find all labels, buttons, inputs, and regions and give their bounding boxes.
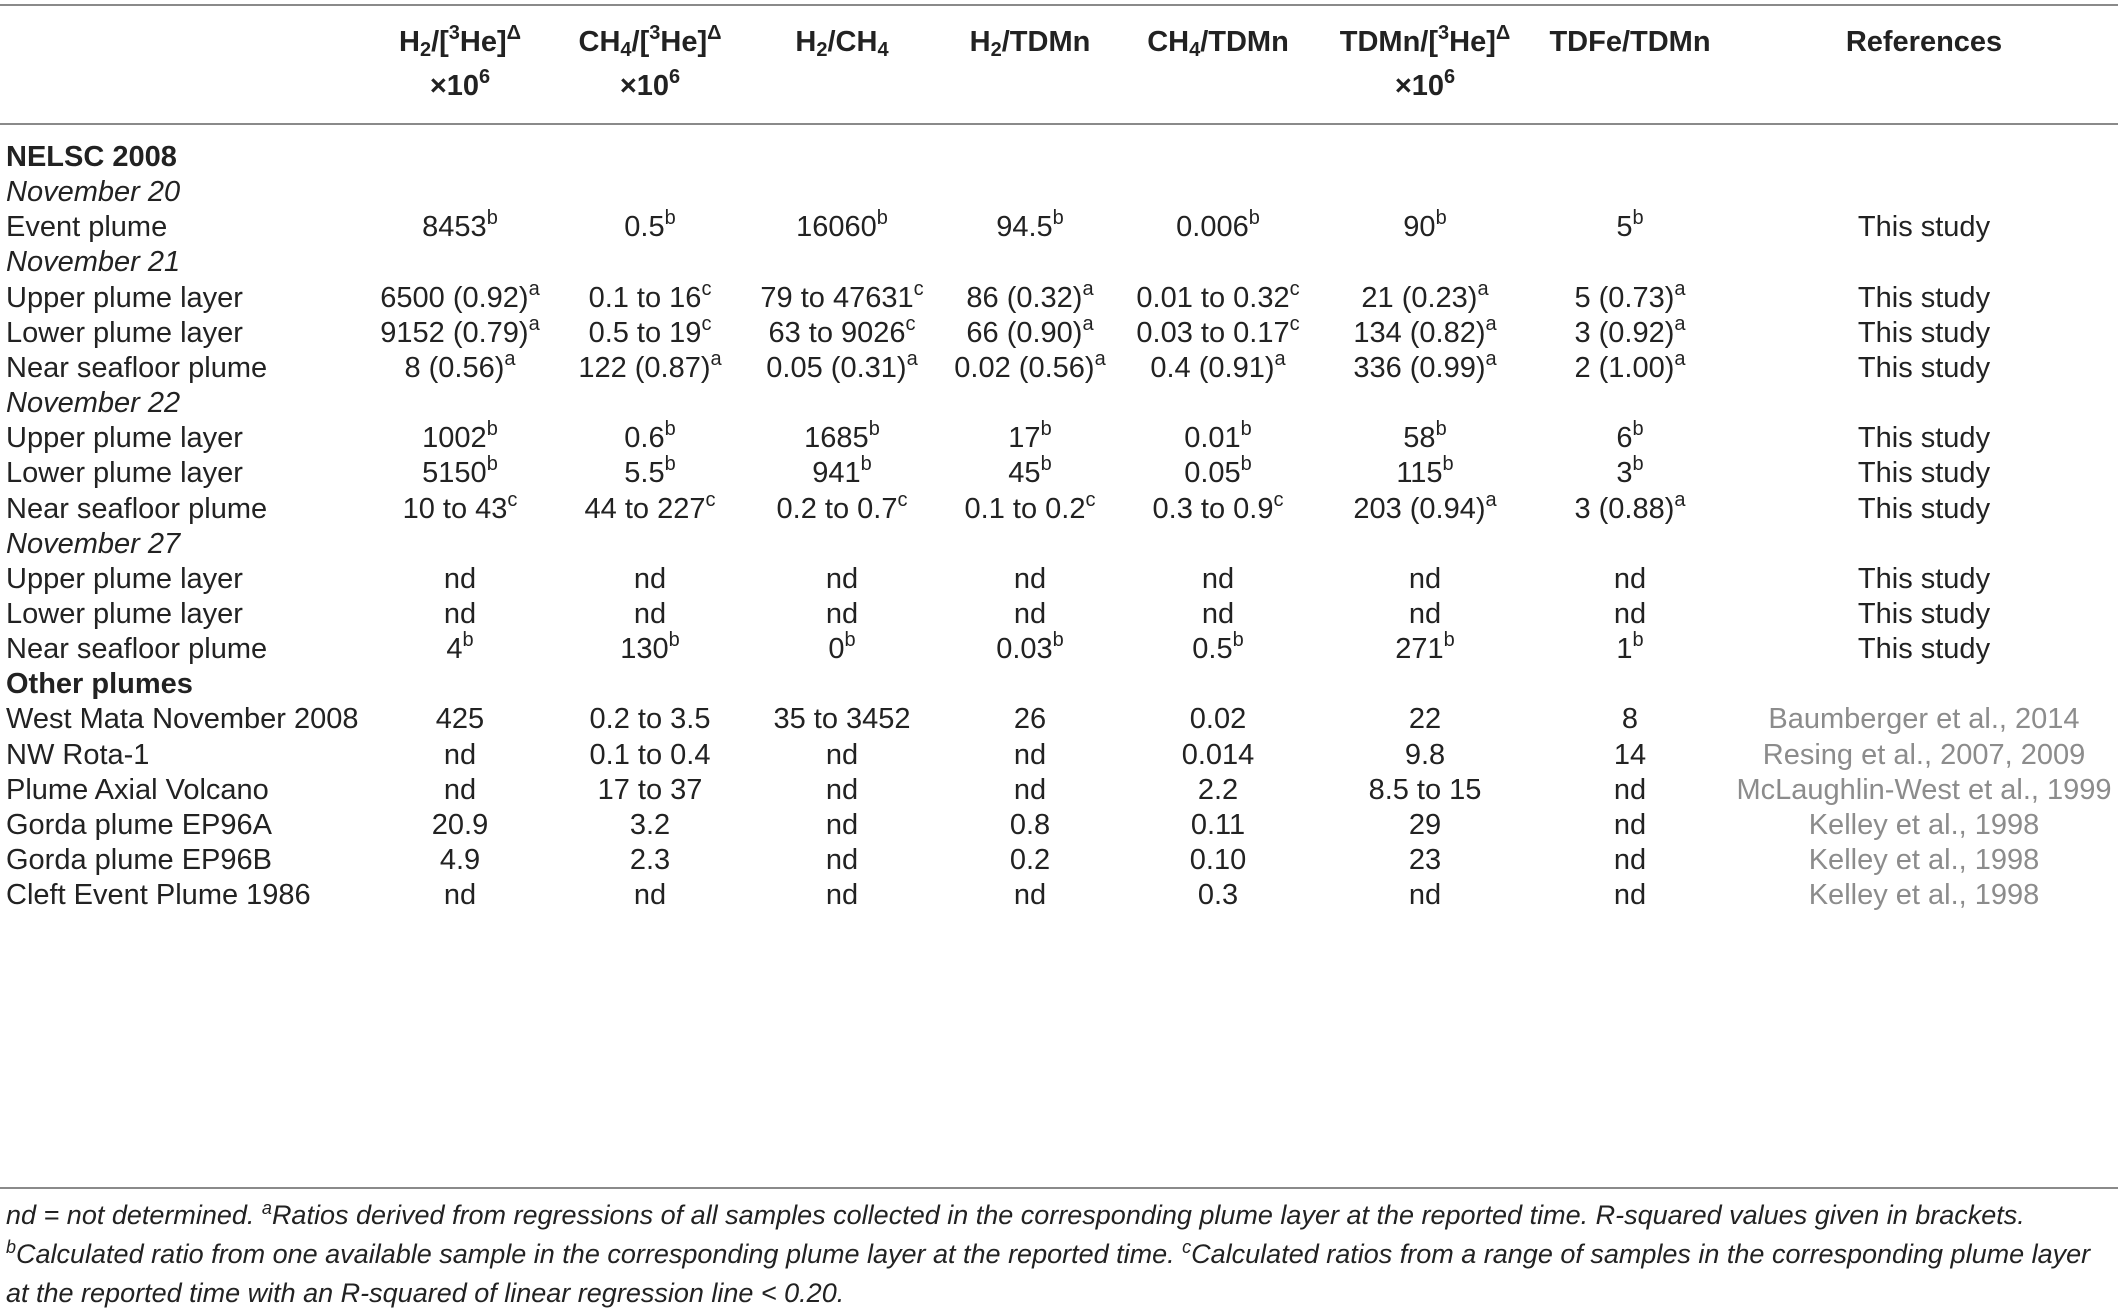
table-cell-tdmn_he: 21 $(0.23)^a$ [1361, 278, 1489, 314]
table-cell-h2_ch4: 35 to 3452 [773, 703, 911, 735]
reference-link[interactable]: McLaughlin-West et al., 1999 [1736, 774, 2112, 806]
table-cell-h2_ch4: nd [825, 774, 859, 806]
table-cell-h2_tdmn: 86 $(0.32)^a$ [966, 278, 1094, 314]
reference-text: This study [1857, 317, 1991, 349]
column-header-ch4_he: $CH_4/[^3He]^\Delta$ $\times 10^6$ [578, 22, 722, 102]
row-label: Near seafloor plume [6, 493, 268, 525]
table-cell-ch4_he: 0.1 to 16$^c$ [588, 278, 712, 314]
table-cell-h2_he: 1002$^b$ [422, 418, 498, 454]
column-header-h2_tdmn: $H_2$/TDMn [969, 26, 1091, 61]
table-cell-h2_ch4: nd [825, 809, 859, 841]
reference-link[interactable]: Kelley et al., 1998 [1808, 879, 2040, 911]
table-cell-tdfe_tdmn: 14 [1613, 739, 1647, 771]
table-cell-ch4_tdmn: 0.3 to 0.9$^c$ [1152, 489, 1284, 525]
table-cell-tdfe_tdmn: 6$^b$ [1616, 418, 1644, 454]
table-cell-ch4_he: 0.1 to 0.4 [589, 739, 711, 771]
table-cell-tdfe_tdmn: 2 $(1.00)^a$ [1574, 348, 1686, 384]
table-cell-ch4_tdmn: 0.5$^b$ [1192, 629, 1244, 665]
column-header-ch4_tdmn: $CH_4$/TDMn [1147, 26, 1289, 61]
table-cell-h2_ch4: 941$^b$ [812, 453, 872, 489]
date-subheading: November 20 [6, 176, 181, 208]
table-cell-ch4_he: 2.3 [629, 844, 671, 876]
table-cell-h2_ch4: 63 to 9026$^c$ [768, 313, 916, 349]
table-cell-tdfe_tdmn: 1$^b$ [1616, 629, 1644, 665]
header-rule [0, 123, 2118, 125]
reference-text: This study [1857, 598, 1991, 630]
table-cell-h2_he: 4$^b$ [446, 629, 474, 665]
table-cell-ch4_he: 5.5$^b$ [624, 453, 676, 489]
table-cell-tdmn_he: 9.8 [1404, 739, 1446, 771]
table-cell-h2_ch4: 16060$^b$ [796, 207, 888, 243]
date-subheading: November 22 [6, 387, 181, 419]
table-cell-h2_tdmn: nd [1013, 739, 1047, 771]
reference-link[interactable]: Baumberger et al., 2014 [1768, 703, 2080, 735]
table-cell-tdmn_he: 58$^b$ [1403, 418, 1447, 454]
column-header-refs: References [1845, 26, 2003, 58]
reference-text: This study [1857, 352, 1991, 384]
table-bottom-rule [0, 1187, 2118, 1189]
row-label: Gorda plume EP96A [6, 809, 272, 841]
table-cell-tdmn_he: 8.5 to 15 [1368, 774, 1482, 806]
table-cell-h2_he: 8453$^b$ [422, 207, 498, 243]
table-cell-ch4_he: 3.2 [629, 809, 671, 841]
table-cell-h2_ch4: 0.2 to 0.7$^c$ [776, 489, 908, 525]
table-cell-ch4_he: 0.6$^b$ [624, 418, 676, 454]
table-cell-ch4_he: 122 $(0.87)^a$ [578, 348, 722, 384]
table-cell-h2_ch4: nd [825, 563, 859, 595]
row-label: Upper plume layer [6, 563, 243, 595]
date-subheading: November 21 [6, 246, 181, 278]
reference-link[interactable]: Kelley et al., 1998 [1808, 844, 2040, 876]
table-cell-ch4_tdmn: 0.01$^b$ [1184, 418, 1252, 454]
table-row [0, 872, 2118, 919]
table-cell-tdfe_tdmn: 3$^b$ [1616, 453, 1644, 489]
table-cell-tdmn_he: 29 [1408, 809, 1442, 841]
reference-text: This study [1857, 457, 1991, 489]
table-cell-ch4_tdmn: 0.05$^b$ [1184, 453, 1252, 489]
table-cell-h2_he: 5150$^b$ [422, 453, 498, 489]
row-label: Cleft Event Plume 1986 [6, 879, 311, 911]
table-cell-tdmn_he: nd [1408, 879, 1442, 911]
row-label: Upper plume layer [6, 422, 243, 454]
column-header-h2_ch4: $H_2/CH_4$ [795, 26, 889, 61]
row-label: NW Rota-1 [6, 739, 150, 771]
reference-text: This study [1857, 422, 1991, 454]
table-cell-h2_he: 20.9 [431, 809, 489, 841]
table-cell-h2_ch4: 79 to 47631$^c$ [760, 278, 924, 314]
table-cell-h2_he: nd [443, 879, 477, 911]
reference-text: This study [1857, 211, 1991, 243]
table-cell-tdmn_he: nd [1408, 563, 1442, 595]
table-cell-h2_tdmn: nd [1013, 598, 1047, 630]
table-cell-ch4_tdmn: 0.006$^b$ [1176, 207, 1260, 243]
table-cell-ch4_tdmn: 0.01 to 0.32$^c$ [1136, 278, 1300, 314]
table-cell-ch4_tdmn: 0.3 [1197, 879, 1239, 911]
row-label: Upper plume layer [6, 282, 243, 314]
table-cell-h2_tdmn: nd [1013, 563, 1047, 595]
table-cell-h2_he: nd [443, 598, 477, 630]
table-cell-ch4_he: nd [633, 563, 667, 595]
reference-text: This study [1857, 282, 1991, 314]
row-label: Plume Axial Volcano [6, 774, 269, 806]
table-cell-ch4_tdmn: 2.2 [1197, 774, 1239, 806]
table-cell-h2_he: 10 to 43$^c$ [402, 489, 518, 525]
table-cell-h2_he: nd [443, 563, 477, 595]
table-cell-tdfe_tdmn: nd [1613, 809, 1647, 841]
table-cell-tdmn_he: nd [1408, 598, 1442, 630]
table-cell-ch4_tdmn: 0.11 [1190, 809, 1246, 841]
section-heading: NELSC 2008 [6, 141, 177, 173]
table-cell-ch4_he: nd [633, 598, 667, 630]
table-cell-ch4_tdmn: nd [1201, 598, 1235, 630]
table-cell-tdmn_he: 115$^b$ [1396, 453, 1454, 489]
table-cell-h2_ch4: 1685$^b$ [804, 418, 880, 454]
table-cell-tdfe_tdmn: 3 $(0.92)^a$ [1574, 313, 1686, 349]
table-cell-tdmn_he: 134 $(0.82)^a$ [1353, 313, 1497, 349]
table-cell-h2_he: 9152 $(0.79)^a$ [380, 313, 540, 349]
column-header-tdfe_tdmn: TDFe/TDMn [1549, 26, 1711, 58]
table-cell-tdfe_tdmn: nd [1613, 563, 1647, 595]
row-label: Lower plume layer [6, 317, 243, 349]
column-header-h2_he: $H_2/[^3He]^\Delta$ $\times 10^6$ [398, 22, 522, 102]
table-cell-h2_tdmn: nd [1013, 879, 1047, 911]
table-cell-tdmn_he: 90$^b$ [1403, 207, 1447, 243]
table-cell-h2_he: nd [443, 739, 477, 771]
table-cell-tdfe_tdmn: nd [1613, 879, 1647, 911]
table-cell-ch4_he: 0.2 to 3.5 [589, 703, 711, 735]
table-cell-ch4_tdmn: 0.4 $(0.91)^a$ [1150, 348, 1286, 384]
table-cell-h2_he: 4.9 [439, 844, 481, 876]
table-cell-tdfe_tdmn: 3 $(0.88)^a$ [1574, 489, 1686, 525]
table-cell-ch4_tdmn: 0.014 [1181, 739, 1255, 771]
reference-text: This study [1857, 493, 1991, 525]
table-cell-h2_ch4: nd [825, 844, 859, 876]
table-cell-h2_tdmn: 66 $(0.90)^a$ [966, 313, 1094, 349]
row-label: Near seafloor plume [6, 352, 268, 384]
table-cell-ch4_tdmn: 0.10 [1189, 844, 1247, 876]
table-footnote: nd = not determined. $^a$Ratios derived from regressions of all samples collected in the corresponding plume layer at the reported time. R-squared values given in brackets. $^b$Calculated ratio from one available sample in the corresponding plume layer at the reported time. $^c$Calculated ratios from a range of samples in the corresponding plume layer at the reported time with an R-squared of linear regression line < 0.20. [6, 1198, 2091, 1308]
table-cell-h2_tdmn: 45$^b$ [1008, 453, 1052, 489]
table-cell-h2_he: 8 $(0.56)^a$ [404, 348, 516, 384]
table-cell-h2_ch4: 0.05 $(0.31)^a$ [766, 348, 918, 384]
table-cell-ch4_he: nd [633, 879, 667, 911]
table-cell-h2_ch4: 0$^b$ [828, 629, 856, 665]
table-cell-tdfe_tdmn: nd [1613, 844, 1647, 876]
row-label: Lower plume layer [6, 457, 243, 489]
table-cell-tdfe_tdmn: nd [1613, 774, 1647, 806]
table-cell-h2_tdmn: 0.03$^b$ [996, 629, 1064, 665]
table-cell-h2_ch4: nd [825, 879, 859, 911]
table-cell-ch4_tdmn: 0.02 [1189, 703, 1247, 735]
table-cell-tdmn_he: 22 [1408, 703, 1442, 735]
table-cell-h2_tdmn: 0.8 [1009, 809, 1051, 841]
table-top-rule [0, 4, 2118, 6]
table-cell-h2_he: 425 [435, 703, 485, 735]
table-cell-h2_ch4: nd [825, 598, 859, 630]
table-cell-h2_he: nd [443, 774, 477, 806]
table-cell-tdmn_he: 336 $(0.99)^a$ [1353, 348, 1497, 384]
reference-text: This study [1857, 633, 1991, 665]
table-cell-ch4_he: 44 to 227$^c$ [584, 489, 716, 525]
table-cell-tdmn_he: 203 $(0.94)^a$ [1353, 489, 1497, 525]
table-cell-ch4_he: 0.5 to 19$^c$ [588, 313, 712, 349]
table-cell-tdfe_tdmn: 5 $(0.73)^a$ [1574, 278, 1686, 314]
table-cell-ch4_he: 130$^b$ [620, 629, 680, 665]
date-subheading: November 27 [6, 528, 181, 560]
table-cell-tdmn_he: 23 [1408, 844, 1442, 876]
row-label: West Mata November 2008 [6, 703, 359, 735]
table-cell-h2_tdmn: nd [1013, 774, 1047, 806]
table-cell-ch4_tdmn: nd [1201, 563, 1235, 595]
row-label: Near seafloor plume [6, 633, 268, 665]
table-cell-h2_ch4: nd [825, 739, 859, 771]
table-cell-tdmn_he: 271$^b$ [1395, 629, 1455, 665]
table-cell-h2_he: 6500 $(0.92)^a$ [380, 278, 540, 314]
table-cell-ch4_he: 0.5$^b$ [624, 207, 676, 243]
table-cell-ch4_tdmn: 0.03 to 0.17$^c$ [1136, 313, 1300, 349]
reference-text: This study [1857, 563, 1991, 595]
table-cell-tdfe_tdmn: nd [1613, 598, 1647, 630]
column-header-tdmn_he: TDMn/$[^3He]^\Delta$ $\times 10^6$ [1339, 22, 1511, 102]
table-cell-tdfe_tdmn: 8 [1621, 703, 1639, 735]
reference-link[interactable]: Resing et al., 2007, 2009 [1762, 739, 2086, 771]
table-cell-h2_tdmn: 0.2 [1009, 844, 1051, 876]
row-label: Event plume [6, 211, 168, 243]
row-label: Lower plume layer [6, 598, 243, 630]
table-cell-h2_tdmn: 0.02 $(0.56)^a$ [954, 348, 1106, 384]
table-cell-h2_tdmn: 17$^b$ [1008, 418, 1052, 454]
table-cell-ch4_he: 17 to 37 [597, 774, 703, 806]
section-heading: Other plumes [6, 668, 193, 700]
reference-link[interactable]: Kelley et al., 1998 [1808, 809, 2040, 841]
row-label: Gorda plume EP96B [6, 844, 272, 876]
table-cell-tdfe_tdmn: 5$^b$ [1616, 207, 1644, 243]
table-cell-h2_tdmn: 26 [1013, 703, 1047, 735]
table-cell-h2_tdmn: 94.5$^b$ [996, 207, 1064, 243]
table-cell-h2_tdmn: 0.1 to 0.2$^c$ [964, 489, 1096, 525]
